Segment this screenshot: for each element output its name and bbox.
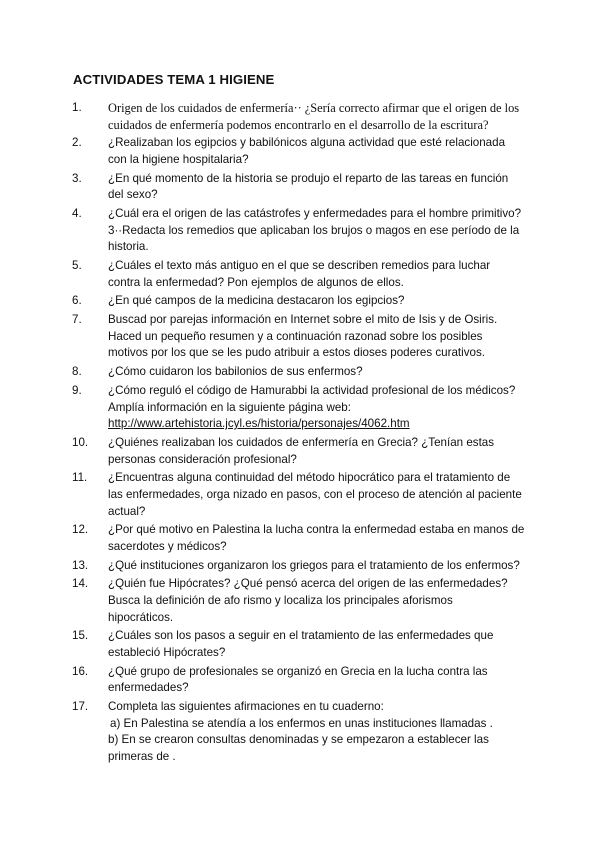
item-line: con la higiene hospitalaria? [108,152,249,166]
item-text [108,100,542,133]
list-item [72,558,542,575]
item-text [108,558,542,575]
item-text [108,135,542,168]
item-number: 2. [72,136,82,150]
item-line: ¿Cuáles el texto más antiguo en el que se describen remedios para luchar [108,259,491,273]
item-number: 12. [72,523,89,537]
list-item [72,470,542,520]
item-line: 3··Redacta los remedios que aplicaban los brujos o magos en ese período de la [108,223,520,237]
item-text [108,258,542,291]
item-text [108,171,542,204]
item-text [108,522,542,555]
item-line: historia. [108,240,149,254]
item-line: b) En se crearon consultas denominadas y se empezaron a establecer las [108,733,489,747]
item-line: actual? [108,504,146,518]
item-line: Amplía información en la siguiente página web: [108,400,351,414]
item-text [108,664,542,697]
item-text [108,576,542,626]
list-item [72,258,542,291]
item-number: 8. [72,365,82,379]
list-item [72,699,542,765]
item-line: hipocráticos. [108,610,174,624]
list-item [72,576,542,626]
item-line: a) En Palestina se atendía a los enfermos en unas instituciones llamadas . [110,716,493,730]
list-item [72,435,542,468]
item-number: 1. [72,101,82,114]
item-line: del sexo? [108,188,158,202]
item-line: motivos por los que se les pudo atribuir a estos dioses poderes curativos. [108,346,485,360]
item-number: 17. [72,700,89,714]
item-number: 9. [72,384,82,397]
web-link[interactable]: http://www.artehistoria.jcyl.es/historia/personajes/4062.htm [108,417,410,431]
page-title: ACTIVIDADES TEMA 1 HIGIENE [73,72,275,87]
item-line: contra la enfermedad? Pon ejemplos de algunos de ellos. [108,275,404,289]
item-line: ¿En qué momento de la historia se produjo el reparto de las tareas en función [108,171,509,185]
item-number: 10. [72,435,89,449]
item-text [108,435,542,468]
item-line: ¿Cuál era el origen de las catástrofes y enfermedades para el hombre primitivo? [108,207,522,221]
list-item [72,171,542,204]
list-item [72,383,542,433]
item-number: 14. [72,577,89,591]
list-item [72,364,542,381]
item-line: Origen de los cuidados de enfermería·· ¿Sería correcto afirmar que el origen de los [108,101,520,115]
item-text [108,312,542,362]
item-line: sacerdotes y médicos? [108,539,227,553]
item-text [108,383,542,433]
item-line: ¿Por qué motivo en Palestina la lucha contra la enfermedad estaba en manos de [108,523,525,537]
item-line: personas consideración profesional? [108,452,297,466]
item-line: ¿En qué campos de la medicina destacaron los egipcios? [108,294,405,308]
item-line: ¿Cuáles son los pasos a seguir en el tratamiento de las enfermedades que [108,629,494,643]
item-line: Busca la definición de afo rismo y localiza los principales aforismos [108,594,453,608]
list-item [72,206,542,256]
item-number: 5. [72,259,82,273]
item-line: cuidados de enfermería podemos encontrarlo en el desarrollo de la escritura? [108,117,489,132]
item-text [108,628,542,661]
item-number: 3. [72,171,82,185]
item-number: 13. [72,558,89,572]
item-number: 6. [72,294,82,308]
item-line: estableció Hipócrates? [108,646,226,660]
item-line: ¿Cómo reguló el código de Hamurabbi la actividad profesional de los médicos? [108,384,516,397]
item-line: ¿Quién fue Hipócrates? ¿Qué pensó acerca del origen de las enfermedades? [108,577,508,591]
list-item [72,293,542,310]
item-number: 7. [72,313,82,327]
item-text [108,293,542,310]
item-line: enfermedades? [108,681,189,695]
list-item [72,628,542,661]
list-item [72,135,542,168]
item-text [108,364,542,381]
item-line: ¿Quiénes realizaban los cuidados de enfermería en Grecia? ¿Tenían estas [108,435,495,449]
item-line: Buscad por parejas información en Internet sobre el mito de Isis y de Osiris. [108,313,498,327]
item-text [108,699,542,765]
item-text [108,206,542,256]
activity-list [72,100,542,768]
item-number: 15. [72,629,89,643]
list-item [72,312,542,362]
item-line: ¿Qué grupo de profesionales se organizó en Grecia en la lucha contra las [108,664,488,678]
item-line: ¿Realizaban los egipcios y babilónicos alguna actividad que esté relacionada [108,136,506,150]
item-number: 4. [72,207,82,221]
list-item [72,664,542,697]
item-number: 11. [72,471,88,485]
list-item [72,100,542,133]
item-line: las enfermedades, orga nizado en pasos, con el proceso de atención al paciente [108,487,522,501]
item-line: primeras de . [108,749,176,763]
item-line: ¿Cómo cuidaron los babilonios de sus enfermos? [108,365,363,379]
list-item [72,522,542,555]
item-number: 16. [72,664,89,678]
item-text [108,470,542,520]
item-line: ¿Qué instituciones organizaron los griegos para el tratamiento de los enfermos? [108,558,520,572]
item-line: Completa las siguientes afirmaciones en tu cuaderno: [108,700,384,714]
item-line: Haced un pequeño resumen y a continuación razonad sobre los posibles [108,329,483,343]
item-line: ¿Encuentras alguna continuidad del método hipocrático para el tratamiento de [108,471,511,485]
